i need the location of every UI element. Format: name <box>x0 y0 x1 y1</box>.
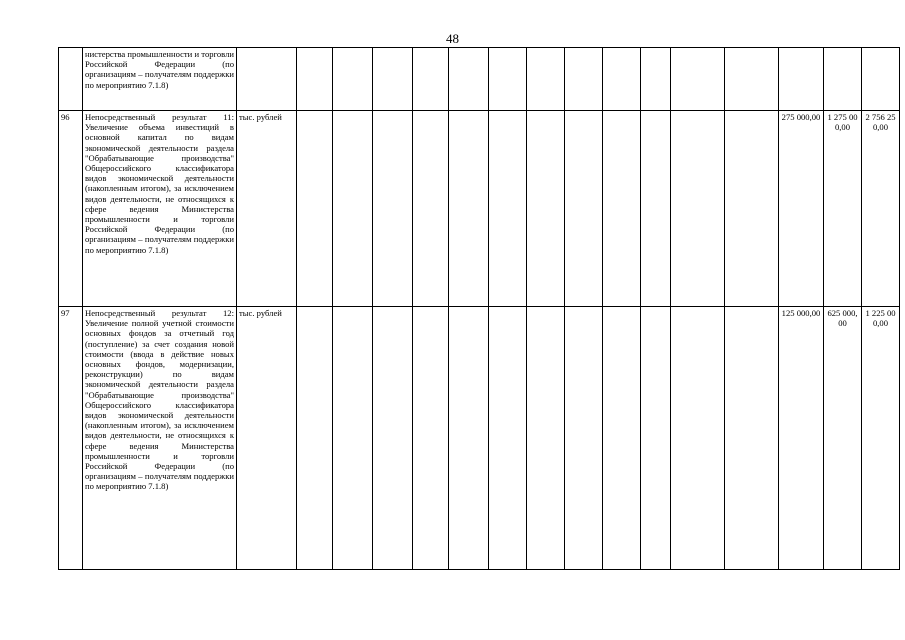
indicator-name: нистерства промышленности и торговли Российской Федерации (по организациям – получателям поддержки по мероприятию 7.1.8) <box>83 48 237 111</box>
value-cell <box>779 48 824 111</box>
value-cell: 2 756 250,00 <box>862 111 900 307</box>
empty-cell <box>413 48 449 111</box>
row-number <box>59 48 83 111</box>
empty-cell <box>333 307 373 570</box>
empty-cell <box>373 307 413 570</box>
empty-cell <box>565 111 603 307</box>
empty-cell <box>527 307 565 570</box>
empty-cell <box>489 111 527 307</box>
empty-cell <box>449 111 489 307</box>
empty-cell <box>489 48 527 111</box>
unit-cell: тыс. рублей <box>237 307 297 570</box>
indicator-name: Непосредственный результат 12: Увеличение полной учетной стоимости основных фондов за отчетный год (поступление) за счет создания новой стоимости (ввода в действие новых основных фондов, модернизации, реконструкции) по видам экономической деятельности раздела "Обрабатывающие производства" Общероссийского классификатора видов экономической деятельности (накопленным итогом), за исключением видов деятельности, не относящихся к сфере ведения Министерства промышленности и торговли Российской Федерации (по организациям – получателям поддержки по мероприятию 7.1.8) <box>83 307 237 570</box>
empty-cell <box>603 111 641 307</box>
empty-cell <box>725 111 779 307</box>
value-cell: 1 225 000,00 <box>862 307 900 570</box>
row-number: 96 <box>59 111 83 307</box>
unit-cell <box>237 48 297 111</box>
empty-cell <box>671 111 725 307</box>
value-cell: 625 000,00 <box>824 307 862 570</box>
empty-cell <box>449 307 489 570</box>
value-cell: 125 000,00 <box>779 307 824 570</box>
empty-cell <box>333 48 373 111</box>
empty-cell <box>413 111 449 307</box>
value-cell <box>862 48 900 111</box>
empty-cell <box>725 48 779 111</box>
empty-cell <box>527 48 565 111</box>
empty-cell <box>373 111 413 307</box>
empty-cell <box>527 111 565 307</box>
empty-cell <box>565 48 603 111</box>
value-cell <box>824 48 862 111</box>
empty-cell <box>297 111 333 307</box>
data-table <box>58 47 900 570</box>
empty-cell <box>603 48 641 111</box>
empty-cell <box>373 48 413 111</box>
value-cell: 275 000,00 <box>779 111 824 307</box>
empty-cell <box>489 307 527 570</box>
empty-cell <box>641 111 671 307</box>
empty-cell <box>333 111 373 307</box>
empty-cell <box>603 307 641 570</box>
table-row <box>59 48 900 111</box>
empty-cell <box>297 48 333 111</box>
value-cell: 1 275 000,00 <box>824 111 862 307</box>
table-row <box>59 111 900 307</box>
row-number: 97 <box>59 307 83 570</box>
table-row <box>59 307 900 570</box>
empty-cell <box>641 307 671 570</box>
page-number: 48 <box>446 31 459 46</box>
empty-cell <box>297 307 333 570</box>
empty-cell <box>671 307 725 570</box>
empty-cell <box>725 307 779 570</box>
unit-cell: тыс. рублей <box>237 111 297 307</box>
empty-cell <box>449 48 489 111</box>
empty-cell <box>413 307 449 570</box>
indicator-name: Непосредственный результат 11: Увеличение объема инвестиций в основной капитал по видам экономической деятельности раздела "Обрабатывающие производства" Общероссийского классификатора видов экономической деятельности (накопленным итогом), за исключением видов деятельности, не относящихся к сфере ведения Министерства промышленности и торговли Российской Федерации (по организациям – получателям поддержки по мероприятию 7.1.8) <box>83 111 237 307</box>
empty-cell <box>565 307 603 570</box>
empty-cell <box>671 48 725 111</box>
empty-cell <box>641 48 671 111</box>
